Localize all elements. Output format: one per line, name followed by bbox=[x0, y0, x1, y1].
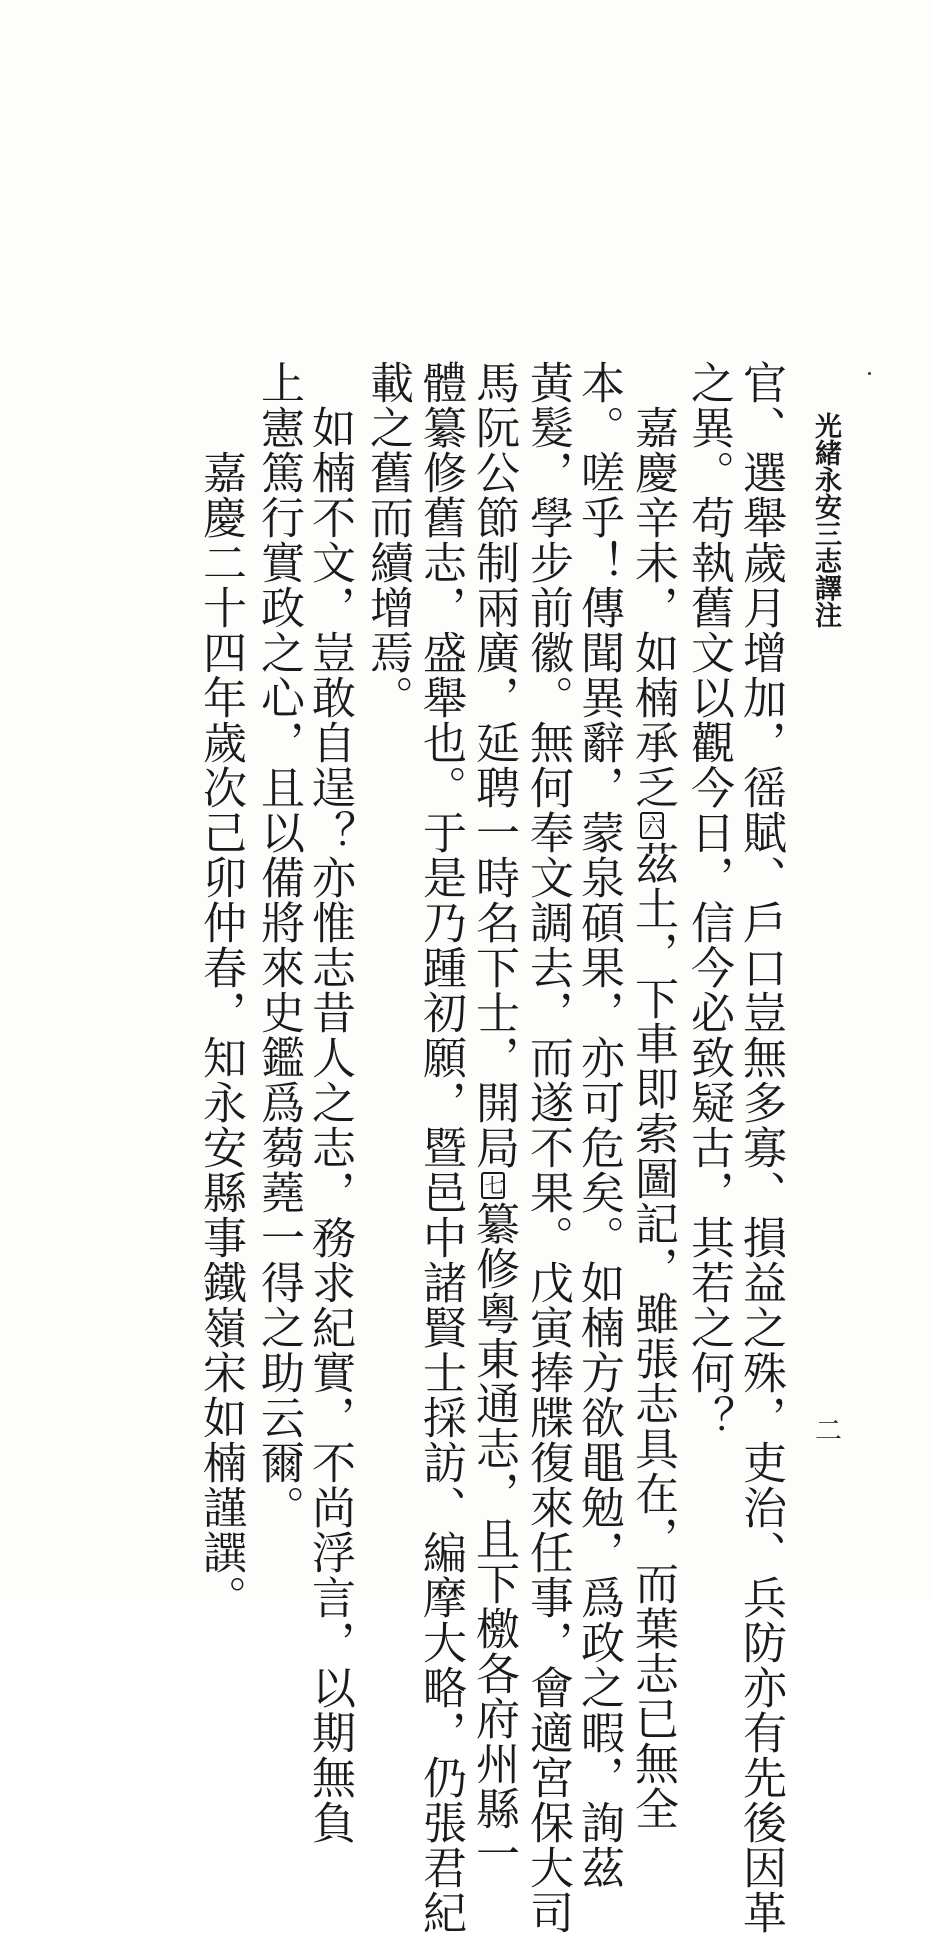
text-segment: 茲土，下車即索圖記，雖張志具在，而葉志已無全 bbox=[627, 841, 678, 1831]
running-title: 光緒永安三志譯注 bbox=[810, 412, 841, 628]
text-segment: 嘉慶辛未，如楠承乏 bbox=[627, 360, 678, 810]
text-column-3 bbox=[627, 360, 678, 1860]
footnote-marker: 七 bbox=[481, 1172, 505, 1199]
footnote-marker: 六 bbox=[640, 812, 664, 839]
text-segment: 馬阮公節制兩廣，延聘一時名下士，開局 bbox=[468, 360, 519, 1170]
text-segment: 纂修粵東通志，且下檄各府州縣一 bbox=[468, 1201, 519, 1876]
text-column-4: 本。嗟乎！傳聞異辭，蒙泉碩果，亦可危矣。如楠方欲黽勉，爲政之暇，詢茲 bbox=[573, 360, 624, 1890]
text-column-7: 體纂修舊志，盛舉也。于是乃踵初願，暨邑中諸賢士採訪、編摩大略，仍張君紀 bbox=[415, 360, 466, 1935]
text-column-6 bbox=[468, 360, 519, 1876]
text-column-1: 官、選舉歲月增加，徭賦、戶口豈無多寡、損益之殊，吏治、兵防亦有先後因革 bbox=[735, 360, 786, 1935]
text-column-10: 上憲篤行實政之心，且以備將來史鑑爲蒭蕘一得之助云爾。 bbox=[253, 360, 304, 1530]
text-column-5: 黃髮，學步前徽。無何奉文調去，而遂不果。戊寅捧牒復來任事，會適宮保大司 bbox=[522, 360, 573, 1935]
text-column-8: 載之舊而續增焉。 bbox=[362, 360, 413, 720]
text-column-2: 之異。苟執舊文以觀今日，信今必致疑古，其若之何？ bbox=[683, 360, 734, 1440]
ink-speck bbox=[868, 372, 871, 375]
page-number: 二 bbox=[815, 1416, 842, 1447]
text-column-11: 嘉慶二十四年歲次己卯仲春，知永安縣事鐵嶺宋如楠謹譔。 bbox=[195, 360, 246, 1620]
text-column-9: 如楠不文，豈敢自逞？亦惟志昔人之志，務求紀實，不尚浮言，以期無負 bbox=[304, 360, 355, 1845]
